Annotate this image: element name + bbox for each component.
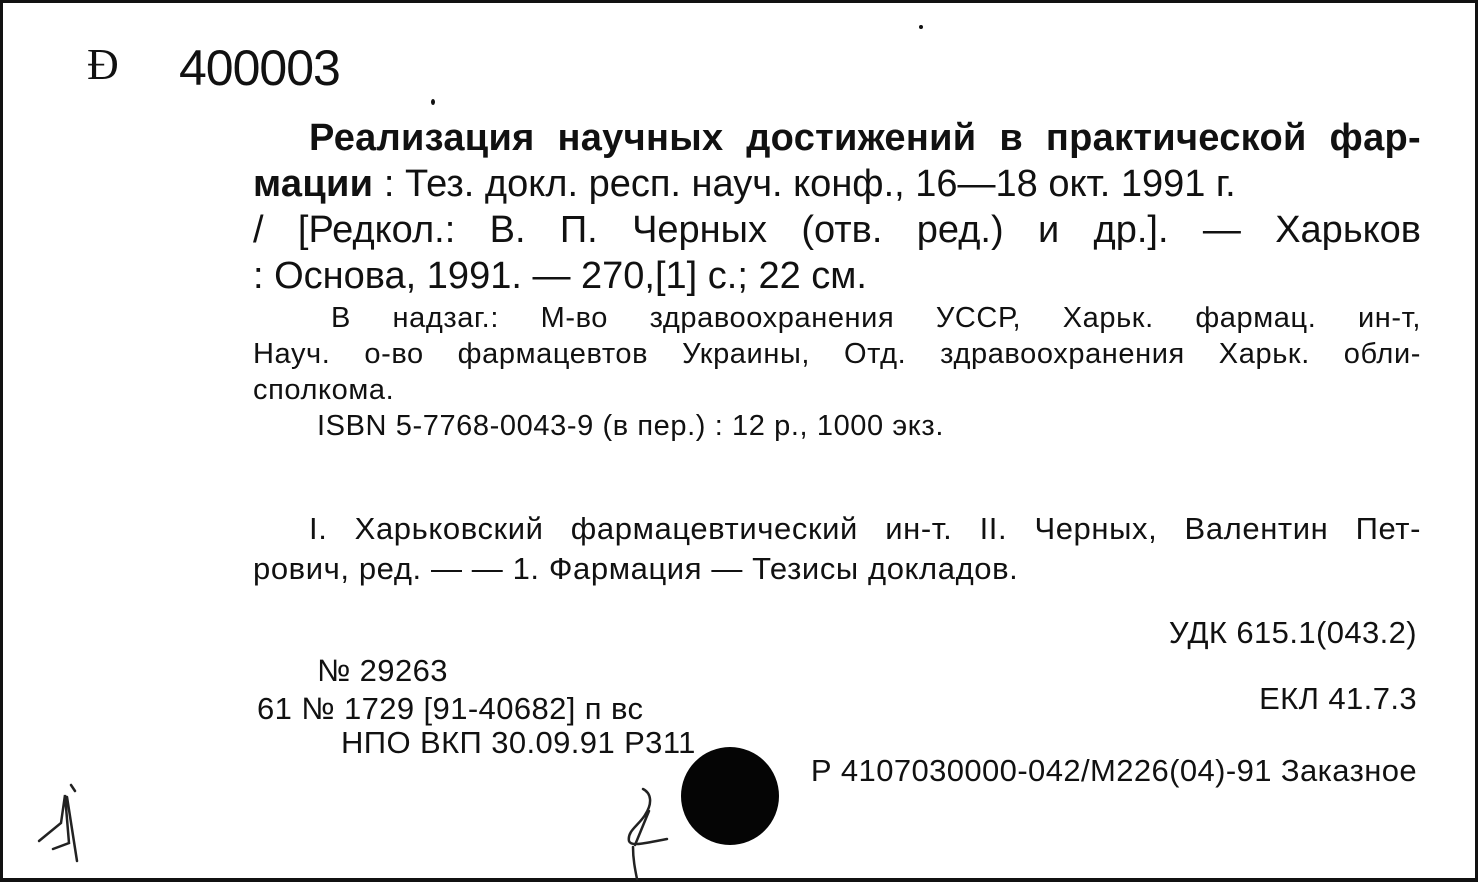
title-line-2 [253,161,1421,207]
responsibility-line: / [Редкол.: В. П. Черных (отв. ред.) и др.]. — Харьков [253,209,1421,251]
isbn-line: ISBN 5-7768-0043-9 (в пер.) : 12 р., 1000 экз. [317,410,944,442]
ink-speck [431,99,435,105]
ink-blot [681,747,779,845]
tracing-line-1: I. Харьковский фармацевтический ин-т. II. Черных, Валентин Пет- [309,511,1421,546]
order-code: 61 № 1729 [91-40682] п вс [257,691,644,726]
publication-line: : Основа, 1991. — 270,[1] с.; 22 см. [253,255,867,297]
tracing-line-2: рович, ред. — — 1. Фармация — Тезисы докладов. [253,551,1019,586]
handwritten-numeral-mark [31,783,91,873]
catalog-mark: Ð [87,40,119,89]
note-line-3: сполкома. [253,374,395,406]
record-number: № 29263 [317,653,448,688]
note-line-2: Науч. о-во фармацевтов Украины, Отд. здравоохранения Харьк. обли- [253,338,1421,370]
subtitle-text: : Тез. докл. респ. науч. конф., 16—18 окт. 1991 г. [373,163,1236,205]
handwritten-mark [615,785,685,881]
price-code: Р 4107030000-042/М226(04)-91 Заказное [810,753,1417,788]
ekl-code: ЕКЛ 41.7.3 [1259,681,1417,716]
npo-line: НПО ВКП 30.09.91 Р311 [341,725,696,760]
udk-code: УДК 615.1(043.2) [1168,615,1417,650]
ink-speck [919,25,923,29]
catalog-number: 400003 [179,40,340,96]
title-continuation: мации [253,163,374,205]
title-line-1: Реализация научных достижений в практической фар- [309,117,1421,159]
note-line-1: В надзаг.: М-во здравоохранения УССР, Харьк. фармац. ин-т, [331,302,1421,334]
